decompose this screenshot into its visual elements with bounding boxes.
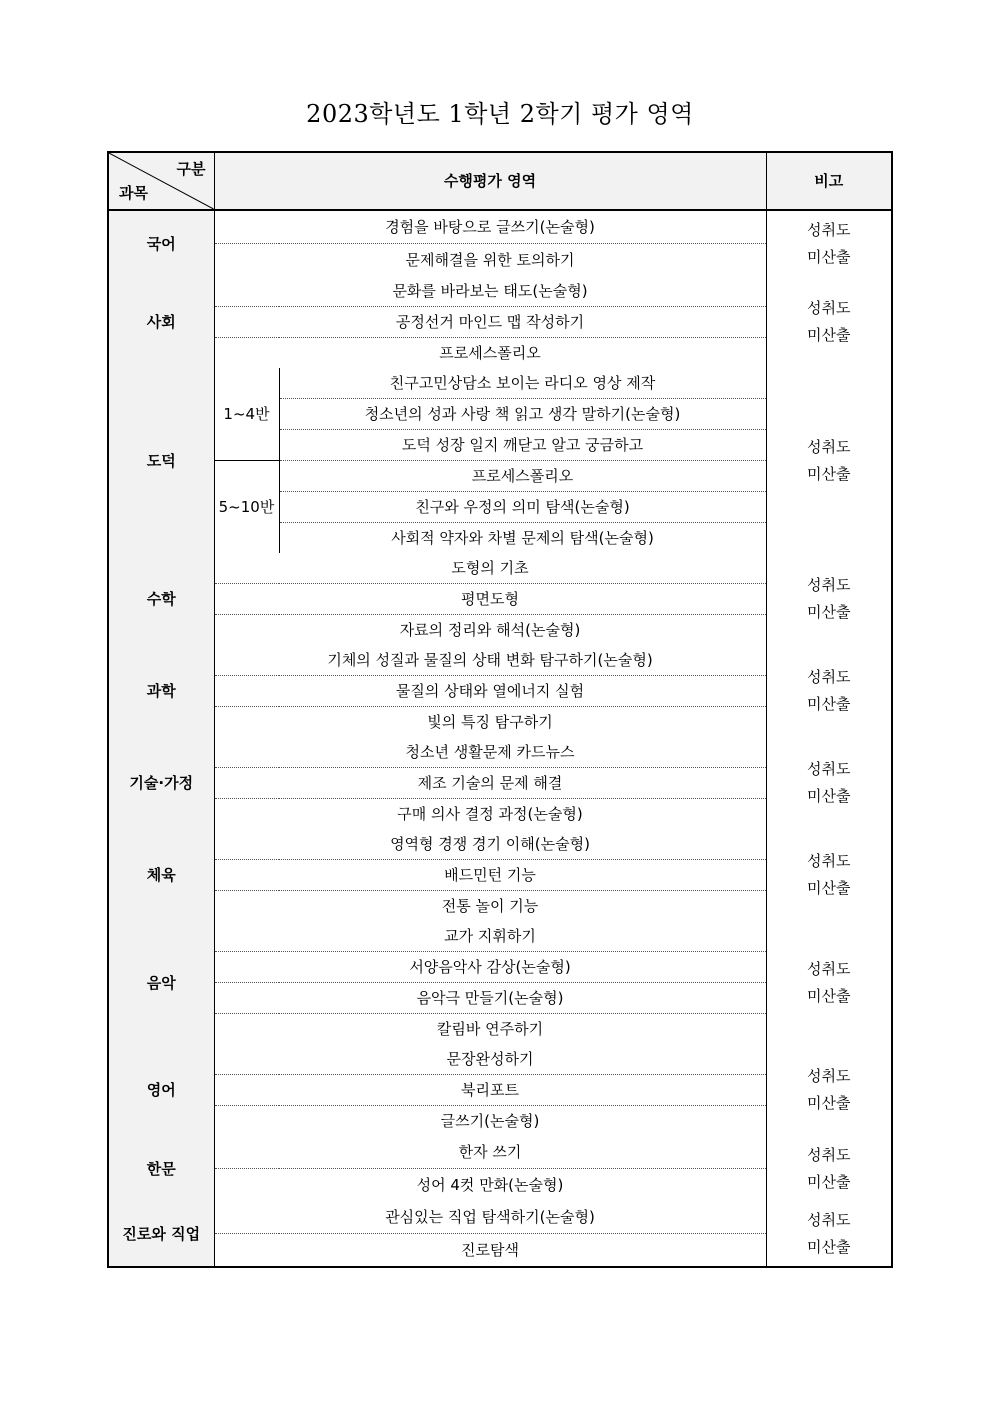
area-item-cell: 영역형 경쟁 경기 이해(논술형) [214,829,766,860]
area-item-cell: 경험을 바탕으로 글쓰기(논술형) [214,210,766,244]
remark-cell [766,210,892,276]
subject-cell: 영어 [108,1044,214,1136]
area-item-cell: 진로탐색 [461,1241,519,1259]
remark-line-1: 성취도 [807,668,851,686]
area-item-cell: 한자 쓰기 [214,1136,766,1169]
remark-line-1: 성취도 [807,1210,851,1229]
area-item-cell: 물질의 상태와 열에너지 실험 [214,676,766,707]
area-item-cell: 교가 지휘하기 [214,921,766,952]
area-item-cell: 북리포트 [214,1075,766,1106]
remark-line-2: 미산출 [807,326,851,344]
remark-cell [766,276,892,368]
area-item-cell: 자료의 정리와 해석(논술형) [399,621,581,639]
remark-cell [766,921,892,1044]
subject-cell: 한문 [108,1136,214,1201]
subject-cell: 음악 [108,921,214,1044]
area-item-cell: 친구와 우정의 의미 탐색(논술형) [279,492,766,523]
table-row [108,1044,892,1075]
table-row [108,1201,892,1234]
evaluation-table [107,151,893,1268]
area-item-cell: 글쓰기(논술형) [440,1112,540,1130]
remark-line-2: 미산출 [807,986,851,1005]
area-item-cell: 사회적 약자와 차별 문제의 탐색(논술형) [391,529,654,547]
page-title: 2023학년도 1학년 2학기 평가 영역 [306,100,694,128]
remark-line-2: 미산출 [807,1237,851,1256]
area-item-cell: 전통 놀이 기능 [441,897,539,915]
area-item-cell: 평면도형 [214,584,766,615]
area-item-cell: 문화를 바라보는 태도(논술형) [214,276,766,307]
remark-line-1: 성취도 [807,220,851,239]
remark-cell [766,829,892,921]
remark-cell [766,1136,892,1201]
remark-cell [766,645,892,737]
area-item-cell: 칼림바 연주하기 [436,1020,544,1038]
table-row [108,645,892,676]
remark-line-1: 성취도 [807,437,851,456]
remark-line-1: 성취도 [807,299,851,317]
area-item-cell: 청소년의 성과 사랑 책 읽고 생각 말하기(논술형) [279,399,766,430]
area-item-cell: 관심있는 직업 탐색하기(논술형) [214,1201,766,1234]
remark-cell [766,1044,892,1136]
area-item-cell: 도덕 성장 일지 깨닫고 알고 궁금하고 [279,430,766,461]
remark-line-2: 미산출 [807,247,851,266]
table-row [108,368,892,399]
area-item-cell: 배드민턴 기능 [214,860,766,891]
table-row [108,1136,892,1169]
subject-cell: 체육 [108,829,214,921]
corner-header-cell [108,152,214,210]
area-item-cell: 구매 의사 결정 과정(논술형) [397,805,583,823]
remark-line-1: 성취도 [807,1145,851,1164]
corner-label-subject: 과목 [119,184,148,202]
subject-cell: 기술·가정 [108,737,214,829]
area-item-cell: 친구고민상담소 보이는 라디오 영상 제작 [279,368,766,399]
class-group-cell: 5~10반 [214,461,279,554]
table-row [108,921,892,952]
area-item-cell: 문제해결을 위한 토의하기 [405,251,575,269]
table-row [108,553,892,584]
remark-line-1: 성취도 [807,760,851,778]
remark-line-2: 미산출 [807,695,851,713]
class-group-cell: 1~4반 [214,368,279,461]
table-row [108,737,892,768]
remark-line-1: 성취도 [807,852,851,870]
remark-line-2: 미산출 [807,603,851,621]
corner-label-category: 구분 [176,160,206,178]
remark-line-2: 미산출 [807,1094,851,1112]
area-item-cell: 제조 기술의 문제 해결 [214,768,766,799]
header-row [108,152,892,210]
area-header: 수행평가 영역 [214,152,766,210]
area-item-cell: 프로세스폴리오 [439,344,541,362]
area-item-cell: 기체의 성질과 물질의 상태 변화 탐구하기(논술형) [214,645,766,676]
subject-cell: 국어 [108,210,214,276]
area-item-cell: 프로세스폴리오 [279,461,766,492]
subject-cell: 과학 [108,645,214,737]
area-item-cell: 문장완성하기 [214,1044,766,1075]
remark-line-2: 미산출 [807,879,851,897]
subject-cell: 사회 [108,276,214,368]
remark-cell [766,368,892,553]
remark-line-2: 미산출 [807,464,851,483]
area-item-cell: 빛의 특징 탐구하기 [427,713,553,731]
remark-line-1: 성취도 [807,576,851,594]
area-item-cell: 성어 4컷 만화(논술형) [416,1176,564,1194]
table-row [108,210,892,244]
table-row [108,829,892,860]
subject-cell: 수학 [108,553,214,645]
subject-cell: 진로와 직업 [108,1201,214,1267]
remark-line-1: 성취도 [807,959,851,978]
area-item-cell: 음악극 만들기(논술형) [214,983,766,1014]
remark-cell [766,1201,892,1267]
remark-line-1: 성취도 [807,1067,851,1085]
remark-line-2: 미산출 [807,1172,851,1191]
remark-line-2: 미산출 [807,787,851,805]
table-row [108,276,892,307]
area-item-cell: 도형의 기초 [214,553,766,584]
remark-header: 비고 [766,152,892,210]
remark-cell [766,737,892,829]
remark-cell [766,553,892,645]
area-item-cell: 공정선거 마인드 맵 작성하기 [214,307,766,338]
area-item-cell: 서양음악사 감상(논술형) [214,952,766,983]
subject-cell: 도덕 [108,368,214,553]
area-item-cell: 청소년 생활문제 카드뉴스 [214,737,766,768]
